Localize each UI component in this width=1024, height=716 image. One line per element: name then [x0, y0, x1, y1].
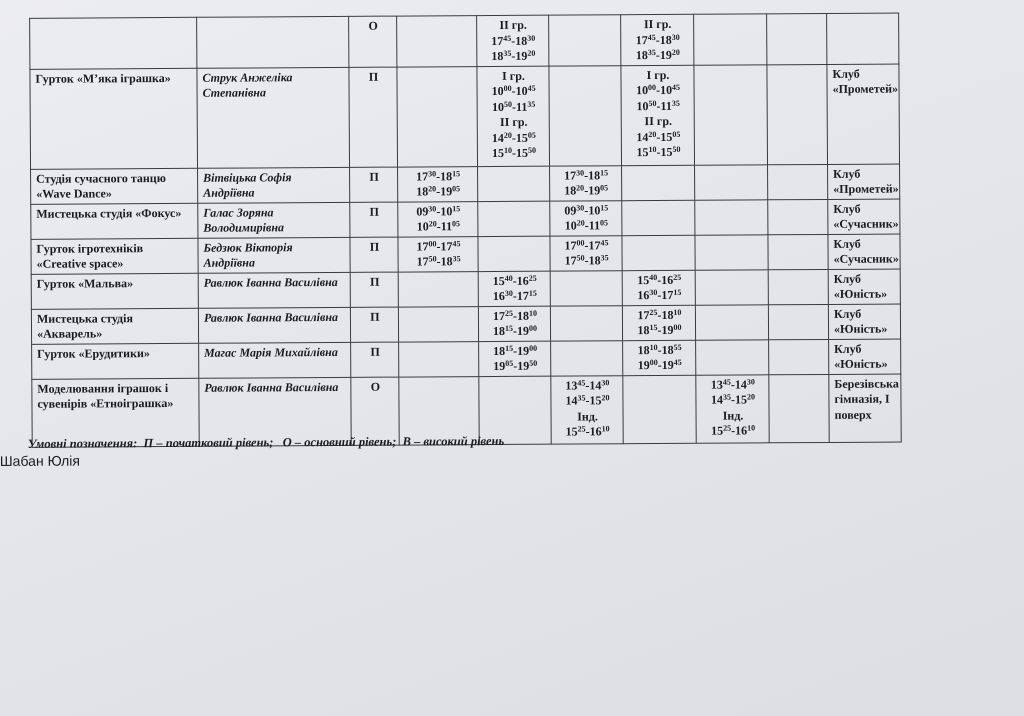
activity-name-cell: Гурток «Мальва» — [31, 273, 198, 309]
schedule-cell — [549, 65, 622, 165]
club-location-cell: Клуб «Прометей» — [827, 64, 900, 164]
leader-cell: Вітвіцька Софія Андріївна — [198, 167, 350, 203]
schedule-cell — [399, 341, 479, 376]
time-range: $10^{00}-10^{45}$ — [491, 83, 536, 98]
level-cell: О — [351, 377, 399, 445]
time-range: $10^{20}-11^{05}$ — [416, 219, 461, 234]
schedule-cell — [621, 14, 694, 65]
table-row — [31, 162, 1024, 203]
leader-cell: Равлюк Іванна Василівна — [198, 307, 350, 343]
activity-name-cell: Гурток «Ерудитики» — [32, 343, 199, 379]
schedule-cell — [550, 270, 622, 305]
group-label: I гр. — [502, 68, 525, 83]
group-label: II гр. — [644, 113, 673, 129]
schedule-cell — [694, 64, 768, 164]
schedule-cell — [478, 271, 550, 306]
schedule-cell — [479, 341, 551, 376]
schedule-cell — [550, 235, 622, 270]
time-range: $10^{50}-11^{35}$ — [491, 99, 536, 114]
time-range: $18^{35}-19^{20}$ — [491, 48, 536, 63]
leader-cell: Галас Зоряна Володимирівна — [198, 202, 350, 238]
schedule-cell — [622, 165, 695, 200]
leader-cell: Магас Марія Михайлівна — [199, 342, 351, 378]
table-row — [31, 302, 1024, 343]
activity-name-cell: Гурток ігротехніків «Creative space» — [31, 238, 198, 274]
table-row — [31, 232, 1024, 273]
group-label: Інд. — [577, 408, 598, 423]
time-range: $17^{50}-18^{35}$ — [416, 254, 461, 269]
activity-name-cell: Моделювання іграшок і сувенірів «Етноіграшка» — [32, 378, 199, 447]
activity-name-cell: Гурток «М’яка іграшка» — [30, 68, 198, 169]
level-cell: П — [351, 342, 399, 377]
schedule-cell — [623, 375, 696, 443]
time-range: $10^{50}-11^{35}$ — [636, 98, 680, 113]
leader-cell: Струк Анжеліка Степанівна — [197, 67, 350, 168]
time-range: $15^{10}-15^{50}$ — [636, 144, 681, 160]
time-range: $19^{00}-19^{45}$ — [637, 357, 682, 373]
schedule-rows — [30, 12, 1024, 447]
schedule-cell — [767, 13, 827, 64]
group-label: II гр. — [499, 114, 528, 129]
leader-cell — [197, 16, 349, 67]
time-range: $15^{10}-15^{50}$ — [491, 145, 536, 160]
schedule-cell — [769, 374, 829, 442]
time-range: $09^{30}-10^{15}$ — [564, 202, 609, 218]
schedule-cell — [622, 305, 695, 340]
club-location-cell: Клуб «Сучасник» — [828, 199, 900, 234]
time-range: $18^{35}-19^{20}$ — [635, 47, 680, 63]
schedule-cell — [767, 64, 828, 164]
table-row — [31, 197, 1024, 238]
time-range: $15^{25}-16^{10}$ — [711, 423, 756, 438]
schedule-cell — [768, 164, 828, 199]
schedule-table — [29, 11, 1024, 447]
schedule-cell — [621, 65, 695, 165]
schedule-cell — [477, 66, 550, 166]
time-range: $14^{35}-15^{20}$ — [710, 392, 755, 407]
schedule-cell — [622, 200, 695, 235]
time-range: $16^{30}-17^{15}$ — [637, 287, 682, 303]
time-range: $15^{25}-16^{10}$ — [565, 424, 610, 439]
time-range: $17^{45}-18^{30}$ — [491, 33, 536, 48]
time-range: $18^{15}-19^{00}$ — [637, 322, 682, 338]
club-location-cell: Клуб «Сучасник» — [828, 234, 900, 269]
legend: Умовні позначення: П – початковий рівень; О – основний рівень; В – високий рівень — [27, 433, 505, 451]
time-range: $17^{50}-18^{35}$ — [564, 253, 609, 268]
leader-cell: Бедзюк Вікторія Андріївна — [198, 237, 350, 273]
group-label: Інд. — [722, 407, 744, 423]
table-row — [31, 267, 1024, 308]
club-location-cell: Клуб «Юність» — [828, 269, 900, 304]
club-location-cell: Клуб «Юність» — [829, 339, 901, 374]
activity-name-cell: Студія сучасного танцю «Wave Dance» — [31, 168, 198, 204]
level-cell: П — [350, 272, 398, 307]
time-range: $10^{00}-10^{45}$ — [636, 82, 681, 98]
schedule-cell — [550, 305, 622, 340]
schedule-cell — [478, 306, 550, 341]
schedule-cell — [768, 234, 828, 269]
group-label: II гр. — [499, 17, 527, 32]
schedule-cell — [550, 200, 622, 235]
signature: Шабан Юлія — [0, 452, 80, 470]
club-location-cell: Березівська гімназія, І поверх — [829, 374, 901, 442]
leader-cell: Равлюк Іванна Василівна — [198, 272, 350, 308]
schedule-cell — [398, 306, 478, 341]
schedule-cell — [478, 236, 550, 271]
activity-name-cell — [30, 17, 197, 69]
time-range: $18^{20}-19^{05}$ — [416, 184, 461, 199]
level-cell: П — [350, 307, 398, 342]
schedule-cell — [551, 340, 623, 375]
time-range: $17^{30}-18^{15}$ — [416, 168, 461, 183]
level-cell: П — [350, 167, 398, 202]
time-range: $19^{05}-19^{50}$ — [493, 358, 538, 373]
schedule-cell — [549, 15, 621, 66]
activity-name-cell: Мистецька студія «Акварель» — [31, 308, 198, 344]
schedule-cell — [397, 66, 478, 166]
schedule-cell — [398, 236, 478, 271]
schedule-cell — [623, 340, 696, 375]
table-row — [32, 337, 1024, 378]
time-range: $18^{10}-18^{55}$ — [637, 342, 682, 357]
club-location-cell: Клуб «Юність» — [828, 304, 900, 339]
schedule-cell — [769, 339, 829, 374]
time-range: $14^{35}-15^{20}$ — [565, 393, 610, 408]
time-range: $09^{30}-10^{15}$ — [416, 203, 461, 218]
level-cell: О — [349, 16, 397, 67]
level-cell: П — [349, 67, 398, 167]
club-location-cell: Клуб «Прометей» — [828, 164, 900, 199]
time-range: $13^{45}-14^{30}$ — [710, 376, 755, 392]
schedule-cell — [768, 269, 828, 304]
time-range: $10^{20}-11^{05}$ — [564, 218, 609, 233]
schedule-cell — [768, 199, 828, 234]
schedule-cell — [695, 304, 768, 339]
time-range: $14^{20}-15^{05}$ — [491, 130, 536, 145]
group-label: I гр. — [646, 67, 670, 82]
schedule-cell — [695, 199, 768, 234]
time-range: $17^{00}-17^{45}$ — [416, 238, 461, 253]
time-range: $13^{45}-14^{30}$ — [565, 377, 610, 393]
schedule-cell — [694, 14, 767, 65]
schedule-cell — [478, 201, 550, 236]
schedule-cell — [398, 271, 478, 306]
schedule-cell — [768, 304, 828, 339]
time-range: $16^{30}-17^{15}$ — [492, 288, 537, 303]
time-range: $17^{25}-18^{10}$ — [492, 308, 537, 323]
time-range: $15^{40}-16^{25}$ — [637, 272, 682, 287]
time-range: $18^{15}-19^{00}$ — [492, 323, 538, 338]
schedule-cell — [695, 234, 768, 269]
schedule-cell — [695, 269, 768, 304]
time-range: $15^{40}-16^{25}$ — [492, 273, 537, 288]
time-range: $17^{45}-18^{30}$ — [635, 32, 680, 47]
level-cell: П — [350, 237, 398, 272]
group-label: II гр. — [643, 16, 672, 32]
schedule-cell — [622, 235, 695, 270]
schedule-cell — [477, 15, 549, 66]
table-row — [30, 62, 1024, 168]
table-row — [30, 12, 1024, 69]
schedule-cell — [696, 339, 769, 374]
schedule-cell — [398, 166, 478, 201]
schedule-cell — [696, 374, 769, 442]
schedule-cell — [398, 201, 478, 236]
club-location-cell — [827, 13, 899, 64]
time-range: $17^{30}-18^{15}$ — [564, 167, 609, 183]
leader-cell: Равлюк Іванна Василівна — [199, 377, 351, 446]
time-range: $18^{20}-19^{05}$ — [564, 183, 609, 198]
time-range: $17^{25}-18^{10}$ — [637, 307, 682, 322]
time-range: $17^{00}-17^{45}$ — [564, 237, 609, 253]
schedule-cell — [478, 166, 550, 201]
time-range: $18^{15}-19^{00}$ — [493, 343, 538, 358]
schedule-cell — [695, 164, 768, 199]
schedule-cell — [622, 270, 695, 305]
schedule-cell — [397, 16, 477, 67]
time-range: $14^{20}-15^{05}$ — [636, 129, 681, 144]
schedule-cell — [550, 165, 622, 200]
activity-name-cell: Мистецька студія «Фокус» — [31, 203, 198, 239]
level-cell: П — [350, 202, 398, 237]
schedule-cell — [551, 375, 623, 443]
